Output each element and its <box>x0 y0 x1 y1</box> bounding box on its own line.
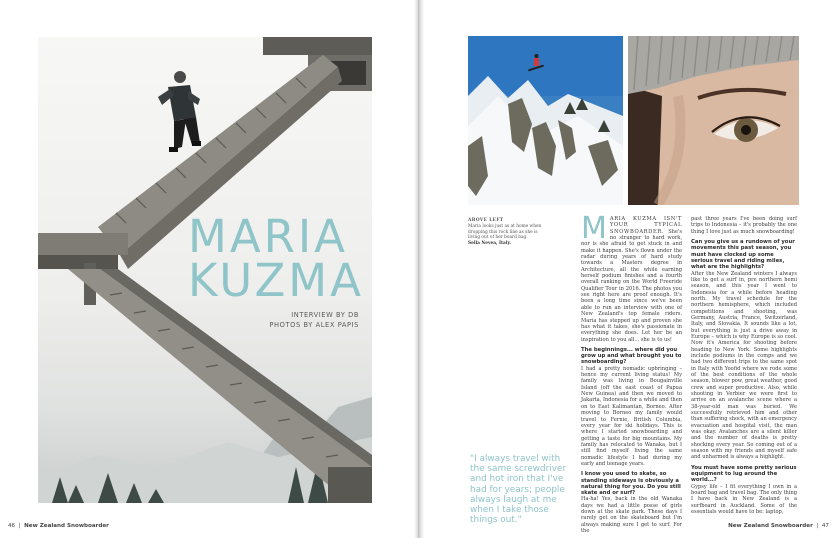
photo-credit: PHOTOS BY ALEX PAPIS <box>269 320 359 329</box>
answer-4: Gypsy life – I fit everything I own in a board bag and travel bag. The only thing I have back in New Zealand is a surfboard in Auckland. Some of the essentials would have to be: laptop, <box>691 483 797 516</box>
portrait-photo <box>628 36 799 205</box>
caption-heading: ABOVE LEFT <box>468 218 504 223</box>
snowboard-action-photo <box>468 36 623 205</box>
question-1: The beginnings... where did you grow up and what brought you to snowboarding? <box>581 346 682 366</box>
text-column-2 <box>691 216 797 515</box>
article-title <box>188 210 364 307</box>
title-line-1: MARIA <box>188 210 348 263</box>
photo-caption <box>468 218 544 247</box>
answer-3: After the New Zealand winters I always like to get a surf in, pre northern hemi season, and this year I went to Indonesia for a while before heading north. My travel schedule for the northern hemisphere, which included competitions and shooting, was Germany, Austria, France, Switzerland, Italy, and Slovakia. It sounds like a lot, but everything is just a drive away in Europe – which is why Europe is so cool. Now it's America for shooting before heading to New York. Some highlights include podiums in the comps and we had two different trips to the same spot in Italy with Yoofid where we rode some of the best conditions of the whole season, blower pow, great weather, good crew and super productive. Also, while shooting in Verbier we were first to arrive on an avalanche scene where a 38-year-old man was buried. We successfully retrieved him and other than suffering shock, with an emergency evacuation and hospital visit, the man was okay. Avalanches are a silent killer and the number of deaths is pretty shocking every year. So coming out of a season with my friends and myself safe and unharmed is always a highlight. <box>691 270 797 461</box>
right-page <box>419 0 837 538</box>
spine-gutter <box>414 0 424 538</box>
interview-credit: INTERVIEW BY DB <box>291 310 359 319</box>
left-page <box>0 0 418 538</box>
caption-text: Maria looks just as at home when dropping this rock line as she is living out of her board bag. <box>468 223 542 241</box>
magazine-name-left: New Zealand Snowboarder <box>24 523 109 529</box>
intro-text: She's no stranger to hard work, nor is she afraid to get stuck in and make it happen. She's flown under the radar during years of hard study towards a Masters degree in Architecture, all the while earning herself podium finishes and a fourth overall ranking on the World Freeride Qualifier Tour in 2016. The photos you see right here are proof enough. It's been a long time since we've been able to run an interview with one of New Zealand's top female riders. Maria has stepped up and proven she has what it takes, she's passionate in everything she does. Let her be an inspiration to you all... she is to us! <box>581 228 682 343</box>
answer-1: I had a pretty nomadic upbringing – hence my current living status! My family was living in Bougainville Island (off the east coast of Papua New Guinea) and then we moved to Jakarta, Indonesia for a while and then on to East Kalimantan, Borneo. After moving to Borneo my family would travel to Fernie, British Columbia, every year for ski holidays. This is where I started snowboarding and getting a taste for big mountains. My family has relocated to Wanaka, but I still find myself living the same nomadic lifestyle I had during my early and teenage years. <box>581 365 682 467</box>
question-3: Can you give us a rundown of your movements this past season, you must have clocked up some serious travel and riding miles, what are the highlights? <box>691 239 795 271</box>
magazine-name-right: New Zealand Snowboarder <box>728 523 813 529</box>
question-4: You must have some pretty serious equipment to lug around the world...? <box>691 464 797 484</box>
caption-location: Sella Nevea, Italy. <box>468 241 511 247</box>
answer-2-continued: past three years I've been doing surf trips to Indonesia – it's probably the one thing I love just as much snowboarding! <box>691 216 797 235</box>
answer-2: Ha-ha! Yes, back in the old Wanaka days we had a little posse of girls down at the skate park. These days I rarely get on the skateboard but I'm always making sure I get to surf. For the <box>581 496 682 535</box>
right-footer: New Zealand Snowboarder | 47 <box>728 523 829 529</box>
pull-quote: "I always travel with the same screwdriver and hot iron that I've had for years; people always laugh at me when I take those things out." <box>470 454 567 526</box>
page-number-right: 47 <box>821 523 829 529</box>
left-footer: 46 | New Zealand Snowboarder <box>8 523 109 529</box>
intro-paragraph <box>581 211 682 343</box>
title-line-2: KUZMA <box>188 254 364 307</box>
article-credits <box>247 310 359 330</box>
drop-cap: M <box>581 211 607 246</box>
page-number-left: 46 <box>8 523 16 529</box>
intro-lead: ARIA KUZMA ISN'T YOUR TYPICAL SNOWBOARDER. <box>609 216 682 235</box>
text-column-1 <box>581 211 682 535</box>
question-2: I know you used to skate, so standing sideways is obviously a natural thing for you. Do you still skate and or surf? <box>581 471 681 497</box>
